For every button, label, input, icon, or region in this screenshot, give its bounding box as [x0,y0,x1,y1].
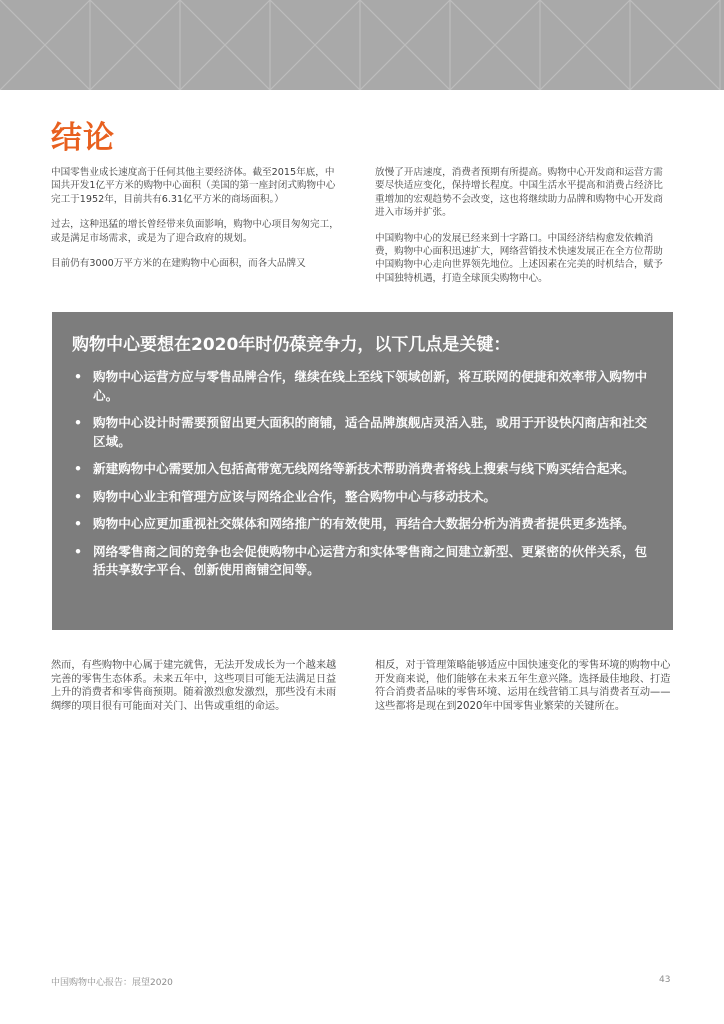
paragraph: 过去，这种迅猛的增长曾经带来负面影响，购物中心项目匆匆完工，或是满足市场需求，或是为了迎合政府的规划。 [51,219,339,244]
key-points-callout [52,312,673,630]
header-pattern-band [0,0,724,90]
diamond-pattern [0,0,724,90]
closing-left-column [51,659,345,725]
closing-right-column [375,659,673,725]
list-item-text: 购物中心业主和管理方应该与网络企业合作，整合购物中心与移动技术。 [93,488,496,504]
paragraph: 目前仍有3000万平方米的在建购物中心面积，而各大品牌又 [51,258,306,270]
bullet-icon: • [74,461,83,476]
paragraph: 然而，有些购物中心属于建完就售，无法开发成长为一个越来越完善的零售生态体系。未来五年中，这些项目可能无法满足日益上升的消费者和零售商预期。随着激烈愈发激烈，那些没有未雨绸缪的项目很有可能面对关门、出售或重组的命运。 [51,660,337,712]
list-item [72,515,653,534]
intro-right-column [375,166,671,297]
paragraph: 放慢了开店速度，消费者预期有所提高。购物中心开发商和运营方需要尽快适应变化，保持增长程度。中国生活水平提高和消费占经济比重增加的宏观趋势不会改变，这也将继续助力品牌和购物中心开发商进入市场并扩张。 [375,167,663,219]
paragraph: 中国购物中心的发展已经来到十字路口。中国经济结构愈发依赖消费，购物中心面积迅速扩大，网络营销技术快速发展正在全方位帮助中国购物中心走向世界领先地位。上述因素在完美的时机结合，赋予中国独特机遇，打造全球顶尖购物中心。 [375,232,663,284]
list-item [72,414,653,451]
list-item-text: 购物中心运营方应与零售品牌合作，继续在线上至线下领域创新，将互联网的便捷和效率带入购物中心。 [93,369,648,403]
callout-title: 购物中心要想在2020年时仍葆竞争力，以下几点是关键： [72,335,511,355]
bullet-icon: • [74,543,83,559]
list-item [72,543,653,580]
footer-report-name: 中国购物中心报告：展望2020 [51,978,173,988]
bullet-icon: • [74,516,83,531]
bullet-icon: • [74,415,83,430]
page-title: 结论 [51,120,115,156]
intro-left-column [51,166,343,282]
page-number: 43 [659,975,671,985]
list-item [72,460,653,479]
paragraph: 相反，对于管理策略能够适应中国快速变化的零售环境的购物中心开发商来说，他们能够在未来五年生意兴隆。选择最佳地段、打造符合消费者品味的零售环境、运用在线营销工具与消费者互动——这些都将是现在到2020年中国零售业繁荣的关键所在。 [375,660,671,712]
list-item-text: 购物中心设计时需要预留出更大面积的商铺，适合品牌旗舰店灵活入驻，或用于开设快闪商店和社交区域。 [93,415,648,449]
list-item-text: 网络零售商之间的竞争也会促使购物中心运营方和实体零售商之间建立新型、更紧密的伙伴关系，包括共享数字平台、创新使用商铺空间等。 [93,543,648,577]
bullet-icon: • [74,369,83,384]
list-item-text: 新建购物中心需要加入包括高带宽无线网络等新技术帮助消费者将线上搜索与线下购买结合起来。 [93,461,635,476]
list-item [72,368,653,405]
paragraph: 中国零售业成长速度高于任何其他主要经济体。截至2015年底，中国共开发1亿平方米的购物中心面积（美国的第一座封闭式购物中心完工于1952年，目前共有6.31亿平方米的商场面积。） [51,167,336,205]
key-points-list [72,368,653,580]
list-item [72,488,653,507]
list-item-text: 购物中心应更加重视社交媒体和网络推广的有效使用，再结合大数据分析为消费者提供更多选择。 [93,516,635,531]
bullet-icon: • [74,488,83,504]
